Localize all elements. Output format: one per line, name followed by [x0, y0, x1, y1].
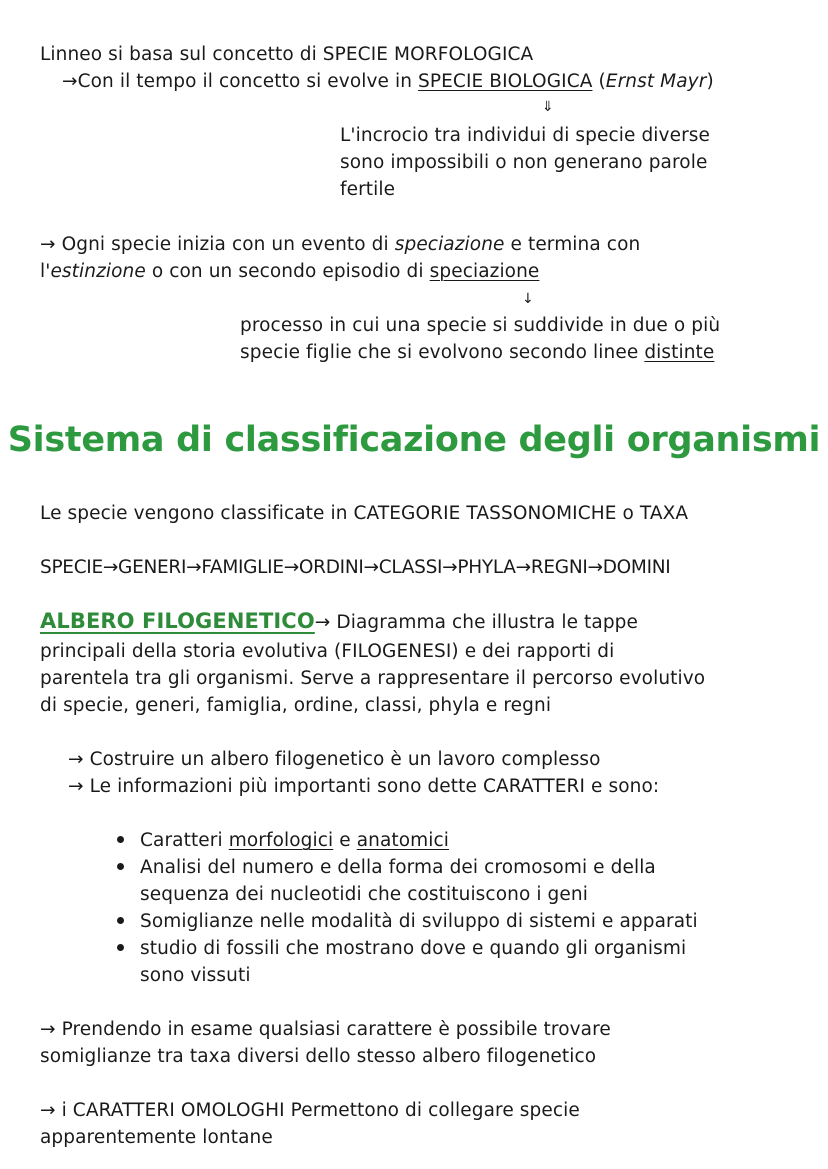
intro-line-1: Linneo si basa sul concetto di SPECIE MORFOLOGICA — [40, 44, 534, 65]
definition-line-2: sono impossibili o non generano parole — [340, 152, 708, 173]
bullet-dot — [117, 917, 124, 924]
albero-definition-start: → Diagramma che illustra le tappe — [314, 612, 639, 633]
bullet-4-line-1: studio di fossili che mostrano dove e quando gli organismi — [140, 938, 687, 959]
albero-line-3: parentela tra gli organismi. Serve a rappresentare il percorso evolutivo — [40, 668, 706, 689]
speciazione-def-line-1: processo in cui una specie si suddivide in due o più — [240, 315, 721, 336]
speciazione-l1-end: e termina con — [504, 234, 641, 255]
albero-line-4: di specie, generi, famiglia, ordine, classi, phyla e regni — [40, 695, 552, 716]
taxa-line: Le specie vengono classificate in CATEGORIE TASSONOMICHE o TAXA — [40, 503, 689, 524]
point-2: → Le informazioni più importanti sono dette CARATTERI e sono: — [68, 776, 660, 797]
point-1: → Costruire un albero filogenetico è un lavoro complesso — [68, 749, 601, 770]
speciazione-line-2 — [40, 258, 539, 285]
albero-line-2: principali della storia evolutiva (FILOGENESI) e dei rapporti di — [40, 641, 615, 662]
definition-line-3: fertile — [340, 179, 396, 200]
closing-1-line-1: → Prendendo in esame qualsiasi carattere è possibile trovare — [40, 1019, 611, 1040]
distinte-term: distinte — [644, 342, 715, 363]
bullet-dot — [117, 863, 124, 870]
down-arrow-icon: ↓ — [522, 291, 534, 307]
speciazione-l2-apostrophe: l' — [40, 261, 51, 282]
closing-1-line-2: somiglianze tra taxa diversi dello stesso albero filogenetico — [40, 1046, 597, 1067]
ernst-mayr-author: Ernst Mayr — [605, 71, 707, 92]
speciazione-term-underlined: speciazione — [429, 261, 540, 282]
intro-line-2 — [62, 68, 714, 95]
intro-line-2-prefix: →Con il tempo il concetto si evolve in — [62, 71, 419, 92]
bullet-1-prefix: Caratteri — [140, 830, 229, 851]
speciazione-def-text: specie figlie che si evolvono secondo linee — [240, 342, 645, 363]
albero-line-1 — [40, 608, 638, 636]
bullet-3: Somiglianze nelle modalità di sviluppo di sistemi e apparati — [140, 911, 698, 932]
bullet-2-line-2: sequenza dei nucleotidi che costituiscono i geni — [140, 884, 588, 905]
bullet-2-line-1: Analisi del numero e della forma dei cromosomi e della — [140, 857, 656, 878]
bullet-4-line-2: sono vissuti — [140, 965, 251, 986]
closing-2-line-2: apparentemente lontane — [40, 1127, 273, 1148]
specie-biologica-term: SPECIE BIOLOGICA — [418, 71, 593, 92]
double-down-arrow-icon: ⇓ — [542, 99, 554, 115]
bullet-1 — [140, 827, 449, 854]
speciazione-l2-text: o con un secondo episodio di — [145, 261, 430, 282]
speciazione-term-italic: speciazione — [394, 234, 505, 255]
taxa-hierarchy: SPECIE→GENERI→FAMIGLIE→ORDINI→CLASSI→PHYLA→REGNI→DOMINI — [40, 557, 671, 578]
albero-filogenetico-term: ALBERO FILOGENETICO — [40, 609, 315, 633]
bullet-dot — [117, 836, 124, 843]
definition-line-1: L'incrocio tra individui di specie diverse — [340, 125, 710, 146]
estinzione-term: estinzione — [50, 261, 146, 282]
section-title: Sistema di classificazione degli organismi — [7, 420, 821, 460]
paren-close: ) — [706, 71, 714, 92]
speciazione-l1-text: → Ogni specie inizia con un evento di — [40, 234, 395, 255]
paren-open: ( — [592, 71, 606, 92]
anatomici-term: anatomici — [356, 830, 450, 851]
closing-2-line-1: → i CARATTERI OMOLOGHI Permettono di collegare specie — [40, 1100, 580, 1121]
morfologici-term: morfologici — [228, 830, 334, 851]
speciazione-line-1 — [40, 231, 640, 258]
bullet-dot — [117, 944, 124, 951]
bullet-1-conj: e — [333, 830, 357, 851]
speciazione-def-line-2 — [240, 339, 714, 366]
